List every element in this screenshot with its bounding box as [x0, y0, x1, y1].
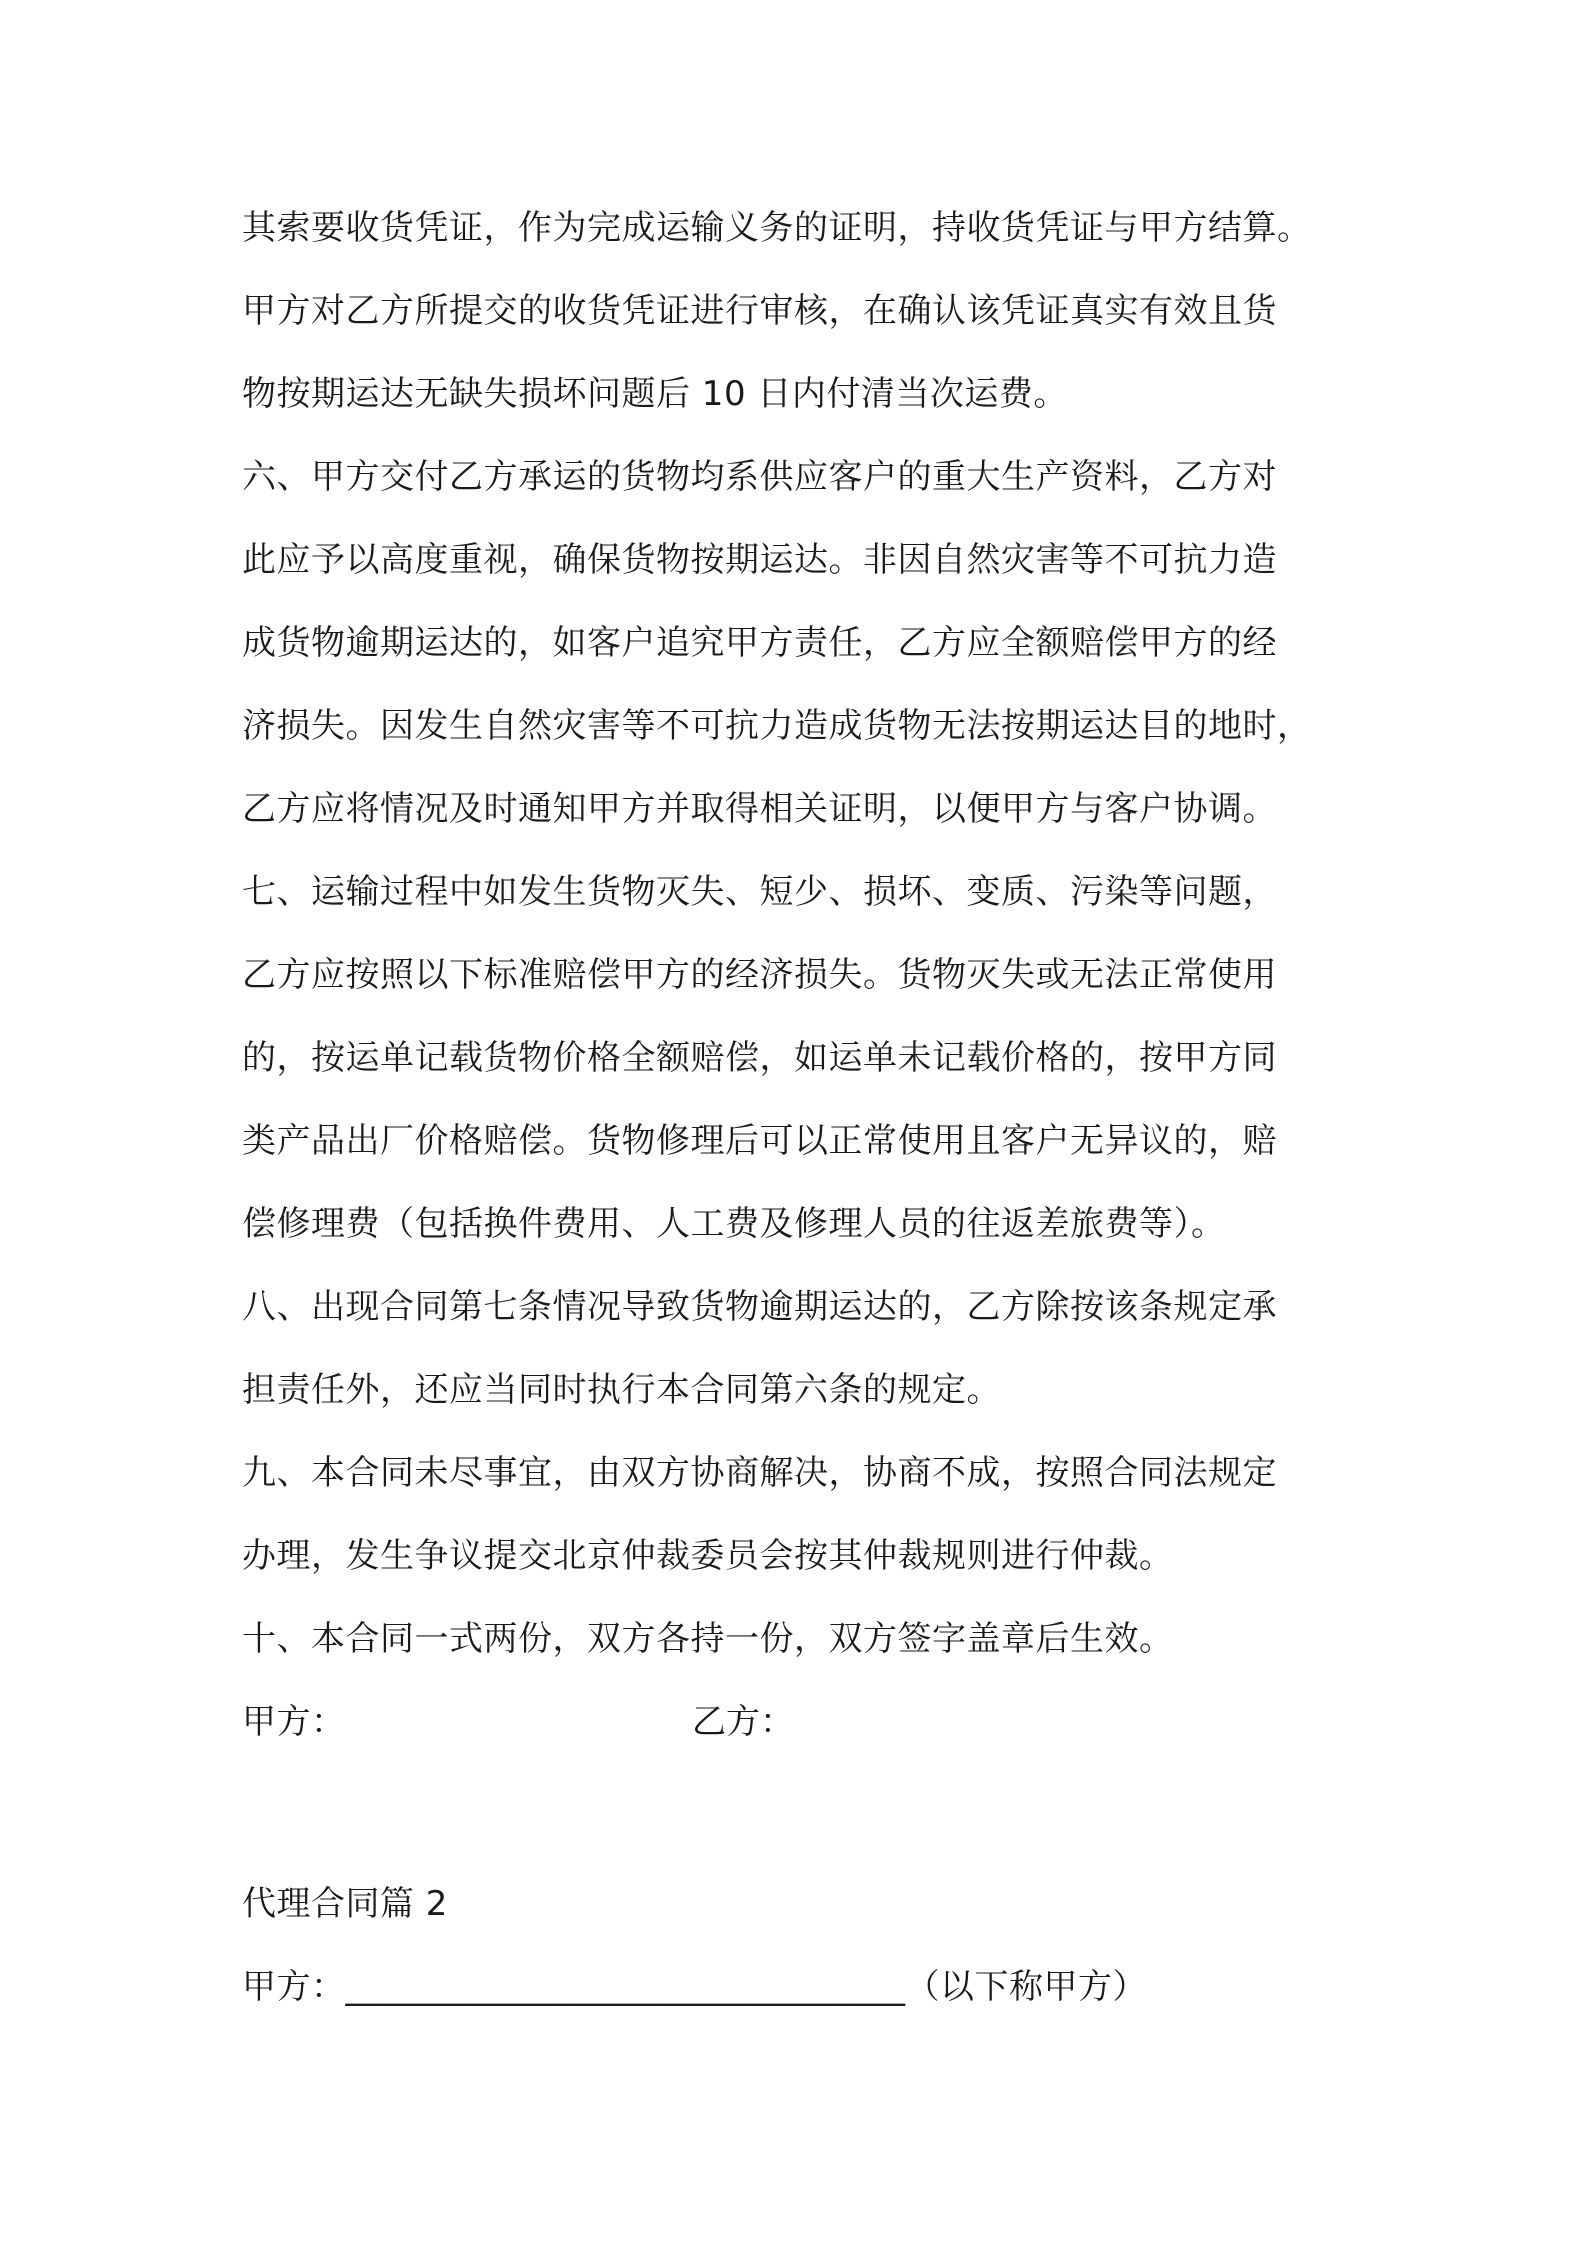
party-a-line: 甲方：________________________________（以下称甲方） — [242, 1967, 1147, 2007]
body-text-line: 类产品出厂价格赔偿。货物修理后可以正常使用且客户无异议的，赔 — [242, 1121, 1277, 1161]
body-text-line: 办理，发生争议提交北京仲裁委员会按其仲裁规则进行仲裁。 — [242, 1536, 1174, 1576]
body-text-line: 担责任外，还应当同时执行本合同第六条的规定。 — [242, 1370, 1001, 1410]
clause-ten-line: 十、本合同一式两份，双方各持一份，双方签字盖章后生效。 — [242, 1619, 1174, 1659]
clause-eight-line: 八、出现合同第七条情况导致货物逾期运达的，乙方除按该条规定承 — [242, 1287, 1277, 1327]
clause-nine-line: 九、本合同未尽事宜，由双方协商解决，协商不成，按照合同法规定 — [242, 1453, 1277, 1493]
body-text-line: 其索要收货凭证，作为完成运输义务的证明，持收货凭证与甲方结算。 — [242, 208, 1312, 248]
body-text-line: 济损失。因发生自然灾害等不可抗力造成货物无法按期运达目的地时， — [242, 706, 1312, 746]
body-text-line: 偿修理费（包括换件费用、人工费及修理人员的往返差旅费等）。 — [242, 1204, 1226, 1244]
body-text-line: 的，按运单记载货物价格全额赔偿，如运单未记载价格的，按甲方同 — [242, 1038, 1277, 1078]
section-title: 代理合同篇 2 — [242, 1884, 448, 1924]
body-text-line: 此应予以高度重视，确保货物按期运达。非因自然灾害等不可抗力造 — [242, 540, 1277, 580]
signature-party-b: 乙方： — [692, 1702, 794, 1742]
body-text-line: 物按期运达无缺失损坏问题后 10 日内付清当次运费。 — [242, 374, 1068, 414]
body-text-line: 甲方对乙方所提交的收货凭证进行审核，在确认该凭证真实有效且货 — [242, 291, 1277, 331]
clause-seven-line: 七、运输过程中如发生货物灭失、短少、损坏、变质、污染等问题， — [242, 872, 1277, 912]
body-text-line: 乙方应按照以下标准赔偿甲方的经济损失。货物灭失或无法正常使用 — [242, 955, 1277, 995]
clause-six-line: 六、甲方交付乙方承运的货物均系供应客户的重大生产资料，乙方对 — [242, 457, 1277, 497]
signature-party-a: 甲方： — [242, 1702, 346, 1742]
body-text-line: 成货物逾期运达的，如客户追究甲方责任，乙方应全额赔偿甲方的经 — [242, 623, 1277, 663]
body-text-line: 乙方应将情况及时通知甲方并取得相关证明，以便甲方与客户协调。 — [242, 789, 1277, 829]
